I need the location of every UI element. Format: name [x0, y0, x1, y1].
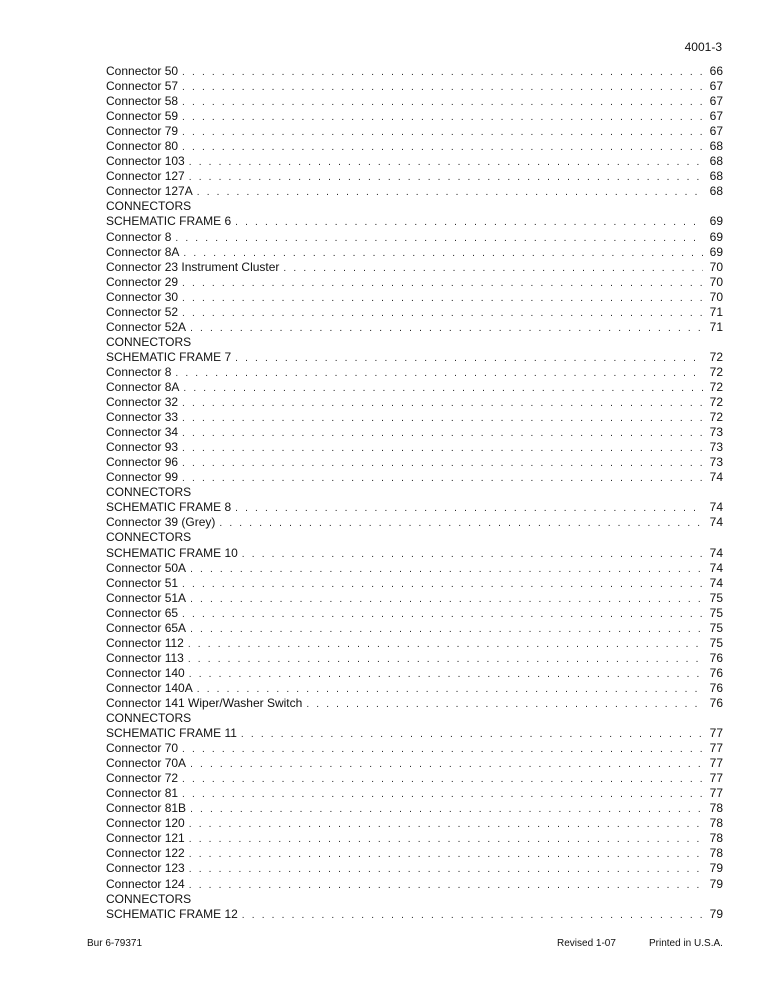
toc-entry-label: SCHEMATIC FRAME 7 [106, 349, 232, 364]
toc-entry-label: Connector 70A [106, 756, 187, 771]
dot-leader [182, 426, 703, 441]
toc-entry-label: Connector 8A [106, 379, 180, 394]
toc-entry-page: 74 [709, 575, 723, 590]
dot-leader [235, 501, 703, 516]
toc-entry [106, 395, 723, 410]
dot-leader [190, 562, 703, 577]
toc-entry-label: Connector 34 [106, 425, 179, 440]
toc-entry [106, 94, 723, 109]
toc-entry [106, 576, 723, 591]
toc-entry-page: 68 [709, 184, 723, 199]
dot-leader [183, 246, 703, 261]
toc-entry [106, 500, 723, 515]
toc-entry-label: Connector 72 [106, 771, 179, 786]
toc-entry [106, 741, 723, 756]
toc-entry [106, 350, 723, 365]
toc-entry [106, 440, 723, 455]
dot-leader [175, 231, 703, 246]
toc-entry-page: 74 [709, 560, 723, 575]
toc-entry-label: Connector 70 [106, 741, 179, 756]
dot-leader [182, 276, 703, 291]
toc-entry [106, 305, 723, 320]
toc-entry-page: 78 [709, 816, 723, 831]
toc-entry-page: 78 [709, 846, 723, 861]
toc-entry-page: 72 [709, 364, 723, 379]
toc-entry-page: 74 [709, 515, 723, 530]
dot-leader [189, 170, 703, 185]
dot-leader [235, 215, 703, 230]
toc-entry-label: Connector 57 [106, 79, 179, 94]
toc-entry-label: Connector 141 Wiper/Washer Switch [106, 695, 303, 710]
toc-entry-page: 69 [709, 244, 723, 259]
toc-entry-label: Connector 112 [106, 635, 184, 650]
dot-leader [182, 80, 703, 95]
toc-entry [106, 726, 723, 741]
toc-entry-page: 68 [709, 154, 723, 169]
toc-entry-label: Connector 120 [106, 816, 185, 831]
dot-leader [189, 667, 703, 682]
toc-entry-page: 72 [709, 379, 723, 394]
toc-entry-page: 71 [709, 319, 723, 334]
toc-entry [106, 169, 723, 184]
footer-revised: Revised 1-07 [557, 938, 616, 949]
toc-entry-label: Connector 123 [106, 861, 185, 876]
toc-entry [106, 831, 723, 846]
toc-entry-page: 75 [709, 620, 723, 635]
toc-entry-label: Connector 121 [106, 831, 185, 846]
toc-entry-page: 79 [709, 861, 723, 876]
toc-entry-page: 75 [709, 605, 723, 620]
toc-entry-page: 72 [709, 395, 723, 410]
dot-leader [189, 862, 703, 877]
toc-entry [106, 290, 723, 305]
toc-entry [106, 184, 723, 199]
toc-entry-page: 77 [709, 741, 723, 756]
toc-entry [106, 651, 723, 666]
toc-entry-label: Connector 8 [106, 229, 172, 244]
dot-leader [197, 185, 703, 200]
table-of-contents [106, 64, 723, 922]
toc-entry-label: CONNECTORS [106, 530, 192, 545]
toc-entry [106, 260, 723, 275]
dot-leader [189, 878, 703, 893]
dot-leader [189, 832, 703, 847]
dot-leader [189, 847, 703, 862]
toc-entry-page: 74 [709, 545, 723, 560]
toc-entry-page: 67 [709, 109, 723, 124]
toc-entry-page: 72 [709, 410, 723, 425]
toc-entry [106, 636, 723, 651]
dot-leader [182, 742, 703, 757]
toc-entry [106, 877, 723, 892]
toc-entry-label: Connector 51A [106, 590, 187, 605]
toc-entry-page: 67 [709, 94, 723, 109]
toc-entry-label: CONNECTORS [106, 334, 192, 349]
dot-leader [183, 381, 703, 396]
toc-entry-page: 76 [709, 650, 723, 665]
dot-leader [190, 757, 703, 772]
toc-entry-label: CONNECTORS [106, 485, 192, 500]
toc-entry [106, 696, 723, 711]
toc-entry-label: Connector 140A [106, 680, 193, 695]
dot-leader [182, 772, 703, 787]
dot-leader [189, 817, 703, 832]
toc-entry [106, 275, 723, 290]
toc-entry [106, 425, 723, 440]
footer-document-id: Bur 6-79371 [87, 938, 143, 949]
toc-entry-label: Connector 30 [106, 289, 179, 304]
toc-entry [106, 79, 723, 94]
dot-leader [242, 908, 703, 923]
toc-entry-page: 71 [709, 304, 723, 319]
toc-entry [106, 816, 723, 831]
dot-leader [190, 802, 703, 817]
dot-leader [190, 321, 703, 336]
toc-entry-page: 76 [709, 680, 723, 695]
toc-entry-page: 75 [709, 635, 723, 650]
toc-entry-page: 70 [709, 289, 723, 304]
toc-entry-label: SCHEMATIC FRAME 11 [106, 726, 237, 741]
toc-entry-page: 79 [709, 876, 723, 891]
toc-entry-label: Connector 58 [106, 94, 179, 109]
toc-entry [106, 786, 723, 801]
toc-entry [106, 109, 723, 124]
dot-leader [189, 155, 703, 170]
toc-entry-label: Connector 140 [106, 665, 185, 680]
toc-entry-label: Connector 65A [106, 620, 187, 635]
toc-entry-page: 77 [709, 756, 723, 771]
toc-entry-label: SCHEMATIC FRAME 12 [106, 906, 238, 921]
toc-entry-label: Connector 65 [106, 605, 179, 620]
toc-entry-label: Connector 52 [106, 304, 179, 319]
toc-entry-label: Connector 50 [106, 64, 179, 78]
toc-entry-page: 67 [709, 124, 723, 139]
dot-leader [182, 577, 703, 592]
toc-entry [106, 621, 723, 636]
toc-entry [106, 455, 723, 470]
toc-section-heading [106, 335, 723, 350]
toc-entry-page: 75 [709, 590, 723, 605]
toc-entry-page: 68 [709, 139, 723, 154]
toc-entry-label: Connector 127 [106, 169, 185, 184]
toc-entry [106, 591, 723, 606]
toc-entry-page: 76 [709, 665, 723, 680]
toc-entry [106, 320, 723, 335]
toc-entry-label: Connector 96 [106, 455, 179, 470]
toc-entry-page: 78 [709, 831, 723, 846]
toc-entry [106, 515, 723, 530]
dot-leader [182, 607, 703, 622]
toc-entry-page: 73 [709, 425, 723, 440]
dot-leader [182, 125, 703, 140]
dot-leader [182, 787, 703, 802]
toc-entry [106, 546, 723, 561]
toc-entry-page: 74 [709, 500, 723, 515]
toc-entry-label: Connector 127A [106, 184, 193, 199]
toc-entry-page: 74 [709, 470, 723, 485]
toc-entry-label: Connector 32 [106, 395, 179, 410]
toc-entry [106, 230, 723, 245]
footer-printed: Printed in U.S.A. [649, 938, 723, 949]
page-number: 4001-3 [684, 40, 722, 54]
toc-entry-label: Connector 59 [106, 109, 179, 124]
dot-leader [182, 110, 703, 125]
toc-entry [106, 846, 723, 861]
toc-entry-page: 67 [709, 79, 723, 94]
toc-entry-page: 76 [709, 695, 723, 710]
toc-entry-page: 69 [709, 229, 723, 244]
toc-entry-page: 70 [709, 274, 723, 289]
dot-leader [219, 516, 703, 531]
dot-leader [182, 396, 703, 411]
toc-entry-label: Connector 79 [106, 124, 179, 139]
dot-leader [306, 697, 703, 712]
dot-leader [182, 441, 703, 456]
dot-leader [182, 291, 703, 306]
dot-leader [182, 471, 703, 486]
toc-entry-label: CONNECTORS [106, 199, 192, 214]
dot-leader [182, 140, 703, 155]
toc-section-heading [106, 485, 723, 500]
toc-entry-page: 72 [709, 349, 723, 364]
toc-entry-label: Connector 8 [106, 364, 172, 379]
toc-entry-page: 66 [709, 64, 723, 78]
toc-entry [106, 666, 723, 681]
toc-entry-label: CONNECTORS [106, 891, 192, 906]
dot-leader [182, 95, 703, 110]
toc-entry [106, 907, 723, 922]
dot-leader [182, 306, 703, 321]
dot-leader [182, 65, 703, 80]
toc-entry [106, 380, 723, 395]
toc-entry-page: 70 [709, 259, 723, 274]
toc-entry-label: CONNECTORS [106, 711, 192, 726]
dot-leader [182, 456, 703, 471]
toc-entry-page: 78 [709, 801, 723, 816]
toc-entry-page: 69 [709, 214, 723, 229]
toc-entry [106, 365, 723, 380]
dot-leader [197, 682, 703, 697]
toc-entry-label: Connector 103 [106, 154, 185, 169]
toc-entry-label: Connector 122 [106, 846, 185, 861]
toc-entry-page: 68 [709, 169, 723, 184]
dot-leader [190, 592, 703, 607]
toc-entry-label: Connector 51 [106, 575, 179, 590]
dot-leader [283, 261, 703, 276]
toc-entry-label: SCHEMATIC FRAME 6 [106, 214, 232, 229]
toc-entry [106, 410, 723, 425]
dot-leader [190, 622, 703, 637]
toc-entry-label: Connector 39 (Grey) [106, 515, 216, 530]
toc-entry-label: SCHEMATIC FRAME 8 [106, 500, 232, 515]
toc-entry-label: Connector 29 [106, 274, 179, 289]
toc-section-heading [106, 711, 723, 726]
toc-entry-label: Connector 113 [106, 650, 184, 665]
toc-entry [106, 139, 723, 154]
dot-leader [188, 637, 703, 652]
dot-leader [242, 547, 703, 562]
toc-entry-page: 77 [709, 771, 723, 786]
toc-entry-page: 77 [709, 786, 723, 801]
toc-entry-label: Connector 33 [106, 410, 179, 425]
toc-entry [106, 771, 723, 786]
toc-entry-page: 73 [709, 455, 723, 470]
toc-entry [106, 64, 723, 79]
toc-entry-label: Connector 80 [106, 139, 179, 154]
dot-leader [188, 652, 703, 667]
toc-section-heading [106, 892, 723, 907]
toc-entry [106, 124, 723, 139]
toc-section-heading [106, 530, 723, 545]
toc-entry-page: 73 [709, 440, 723, 455]
toc-entry [106, 681, 723, 696]
toc-entry-label: Connector 8A [106, 244, 180, 259]
toc-entry-label: Connector 50A [106, 560, 187, 575]
toc-entry-page: 79 [709, 906, 723, 921]
toc-entry [106, 245, 723, 260]
toc-entry [106, 801, 723, 816]
toc-entry [106, 756, 723, 771]
toc-entry [106, 154, 723, 169]
toc-entry-label: Connector 23 Instrument Cluster [106, 259, 280, 274]
dot-leader [235, 351, 703, 366]
toc-entry-page: 77 [709, 726, 723, 741]
toc-entry [106, 561, 723, 576]
toc-entry [106, 470, 723, 485]
dot-leader [241, 727, 703, 742]
toc-entry-label: Connector 52A [106, 319, 187, 334]
toc-entry [106, 861, 723, 876]
toc-entry [106, 606, 723, 621]
toc-entry-label: SCHEMATIC FRAME 10 [106, 545, 238, 560]
dot-leader [182, 411, 703, 426]
toc-entry-label: Connector 81 [106, 786, 179, 801]
toc-entry [106, 214, 723, 229]
toc-entry-label: Connector 93 [106, 440, 179, 455]
toc-entry-label: Connector 124 [106, 876, 185, 891]
toc-entry-label: Connector 81B [106, 801, 187, 816]
toc-section-heading [106, 199, 723, 214]
toc-entry-label: Connector 99 [106, 470, 179, 485]
dot-leader [175, 366, 703, 381]
